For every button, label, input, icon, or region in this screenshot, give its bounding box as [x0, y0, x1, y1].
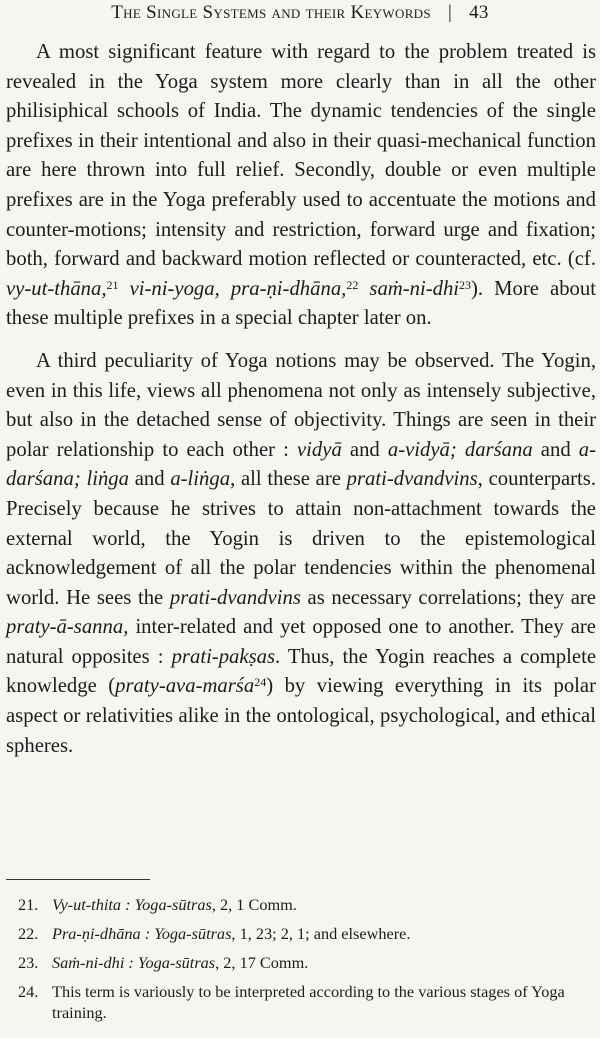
footnote-item: [6, 952, 596, 973]
footnote-number: 23.: [18, 953, 39, 972]
footnote-item: [6, 894, 596, 915]
footnote-item: [6, 981, 596, 1023]
italic-term: praty-ava-marśa: [115, 675, 255, 698]
italic-term: a-darśana; liṅga: [6, 438, 596, 491]
italic-term: prati-pakṣas: [171, 645, 276, 668]
footnote-number: 22.: [18, 924, 39, 943]
text-run: , 1, 23; 2, 1; and elsewhere.: [231, 924, 411, 943]
italic-term: a-vidyā; darśana: [387, 438, 533, 461]
running-header: [0, 0, 600, 34]
italic-term: Vy-ut-thita : Yoga-sūtras: [52, 895, 212, 914]
italic-term: vidyā: [296, 438, 342, 461]
text-run: and: [341, 438, 388, 461]
text-run: [358, 278, 369, 300]
footnote-text: [52, 981, 596, 1023]
text-run: A third peculiarity of Yoga notions may be observed. The Yogin, even in this life, views all phenomena not only as intensely subjective, but also in the detached sense of objectivity. Things are seen in their polar relationship to each other :: [6, 349, 596, 461]
text-run: as necessary correlations; they are: [300, 586, 596, 609]
paragraph: [6, 347, 596, 761]
footnote-text: [52, 894, 596, 915]
text-run: , counterparts. Precisely because he strives to attain non-attachment towards the external world, the Yogin is driven to the epistemological acknowledgement of all the polar tendencies within the phenomenal world. He sees the: [6, 468, 596, 609]
text-run: A most significant feature with regard to the problem treated is revealed in the Yoga system more clearly than in all the other philisiphical schools of India. The dynamic tendencies of the single prefixes in their intentional and also in their quasi-mechanical function are here thrown into full relief. Secondly, double or even multiple prefixes are in the Yoga preferably used to accentuate the motions and counter-motions; intensity and restriction, forward urge and fixation; both, forward and backward motion reflected or counteracted, etc. (cf.: [6, 41, 596, 271]
text-run: , 2, 1 Comm.: [211, 895, 297, 914]
footnotes: [6, 894, 596, 1031]
body-text: [6, 38, 596, 774]
footnote-divider: [6, 879, 150, 880]
italic-term: vi-ni-yoga, pra-ṇi-dhāna,: [129, 277, 347, 300]
page-number: 43: [469, 2, 489, 23]
italic-term: a-liṅga: [170, 468, 231, 491]
text-run: , 2, 17 Comm.: [215, 953, 309, 972]
text-run: This term is variously to be interpreted according to the various stages of Yoga training.: [52, 982, 565, 1022]
footnote-number: 21.: [18, 895, 39, 914]
running-title: The Single Systems and their Keywords: [111, 2, 431, 23]
italic-term: saṁ-ni-dhi: [369, 277, 460, 300]
footnote-text: [52, 923, 596, 944]
footnote-number: 24.: [18, 982, 39, 1001]
footnote-ref: 21: [106, 277, 119, 292]
italic-term: prati-dvandvins: [169, 586, 301, 609]
text-run: ) by viewing everything in its polar aspect or relativities alike in the ontological, psychological, and ethical spheres.: [6, 675, 596, 757]
text-run: , inter-related and yet opposed one to another. They are natural opposites :: [6, 616, 596, 668]
text-run: and: [532, 438, 579, 461]
header-separator: |: [447, 2, 453, 23]
italic-term: praty-ā-sanna: [6, 616, 124, 639]
footnote-item: [6, 923, 596, 944]
text-run: ). More about these multiple prefixes in a special chapter later on.: [6, 277, 596, 330]
italic-term: Saṁ-ni-dhi : Yoga-sūtras: [52, 953, 216, 972]
text-run: and: [128, 468, 171, 491]
text-run: , all these are: [230, 468, 347, 491]
footnote-text: [52, 952, 596, 973]
footnote-ref: 22: [346, 277, 359, 292]
footnote-ref: 23: [459, 277, 472, 292]
text-run: . Thus, the Yogin reaches a complete knowledge (: [6, 645, 596, 698]
text-run: [119, 278, 130, 300]
paragraph: [6, 38, 596, 334]
footnote-ref: 24: [254, 675, 267, 690]
italic-term: prati-dvandvins: [346, 468, 478, 491]
italic-term: Pra-ṇi-dhāna : Yoga-sūtras: [52, 924, 232, 943]
italic-term: vy-ut-thāna,: [6, 277, 107, 300]
